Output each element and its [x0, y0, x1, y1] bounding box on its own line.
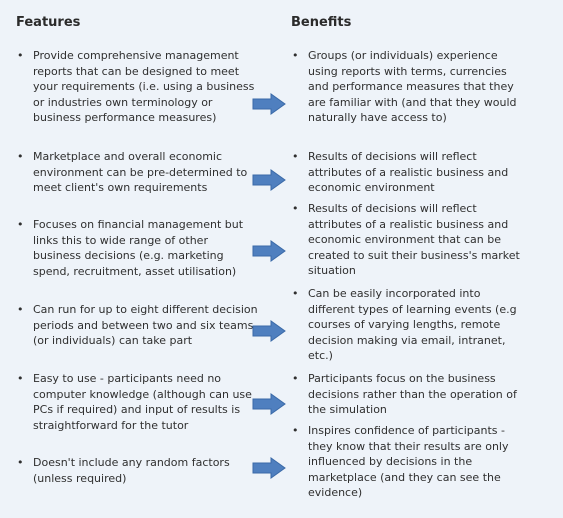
bullet-icon: •: [292, 372, 299, 385]
feature-item: [17, 149, 258, 196]
feature-text: Provide comprehensive management reports that can be designed to meet your requirements (i.e. using a business or industries own terminology or business performance measures): [33, 49, 255, 125]
feature-item: [17, 48, 258, 126]
benefit-item: [292, 149, 526, 196]
bullet-icon: •: [292, 287, 299, 300]
bullet-icon: •: [17, 372, 24, 385]
feature-text: Marketplace and overall economic environment can be pre-determined to meet client's own requirements: [33, 150, 248, 195]
bullet-icon: •: [292, 202, 299, 215]
benefit-item: [292, 201, 526, 279]
feature-item: [17, 371, 258, 433]
benefit-text: Can be easily incorporated into different types of learning events (e.g courses of varying lengths, remote decision making via email, intranet, etc.): [308, 287, 517, 363]
bullet-icon: •: [17, 150, 24, 163]
features-heading: Features: [16, 15, 81, 30]
bullet-icon: •: [17, 456, 24, 469]
benefit-item: [292, 48, 526, 126]
bullet-icon: •: [292, 150, 299, 163]
feature-text: Focuses on financial management but links this to wide range of other business decisions (e.g. marketing spend, recruitment, asset utilisation): [33, 218, 244, 278]
right-arrow-icon: [252, 240, 286, 262]
right-arrow-icon: [252, 169, 286, 191]
right-arrow-icon: [252, 457, 286, 479]
benefit-text: Results of decisions will reflect attributes of a realistic business and economic environment: [308, 150, 509, 195]
right-arrow-icon: [252, 93, 286, 115]
feature-item: [17, 302, 258, 349]
feature-text: Can run for up to eight different decision periods and between two and six teams (or individuals) can take part: [33, 303, 258, 348]
feature-text: Doesn't include any random factors (unless required): [33, 456, 230, 485]
benefit-item: [292, 286, 526, 364]
right-arrow-icon: [252, 320, 286, 342]
benefit-text: Results of decisions will reflect attributes of a realistic business and economic environment that can be created to suit their business's market situation: [308, 202, 520, 278]
benefit-text: Groups (or individuals) experience using reports with terms, currencies and performance measures that they are familiar with (and that they would naturally have access to): [308, 49, 517, 125]
benefit-text: Inspires confidence of participants - they know that their results are only influenced by decisions in the marketplace (and they can see the evidence): [308, 424, 509, 500]
right-arrow-icon: [252, 393, 286, 415]
feature-item: [17, 217, 258, 279]
feature-text: Easy to use - participants need no computer knowledge (although can use PCs if required) and input of results is straightforward for the tutor: [33, 372, 252, 432]
bullet-icon: •: [17, 218, 24, 231]
benefit-text: Participants focus on the business decisions rather than the operation of the simulation: [308, 372, 517, 417]
bullet-icon: •: [17, 303, 24, 316]
bullet-icon: •: [292, 49, 299, 62]
bullet-icon: •: [17, 49, 24, 62]
bullet-icon: •: [292, 424, 299, 437]
benefits-heading: Benefits: [291, 15, 352, 30]
benefit-item: [292, 423, 526, 501]
benefit-item: [292, 371, 526, 418]
feature-item: [17, 455, 258, 486]
